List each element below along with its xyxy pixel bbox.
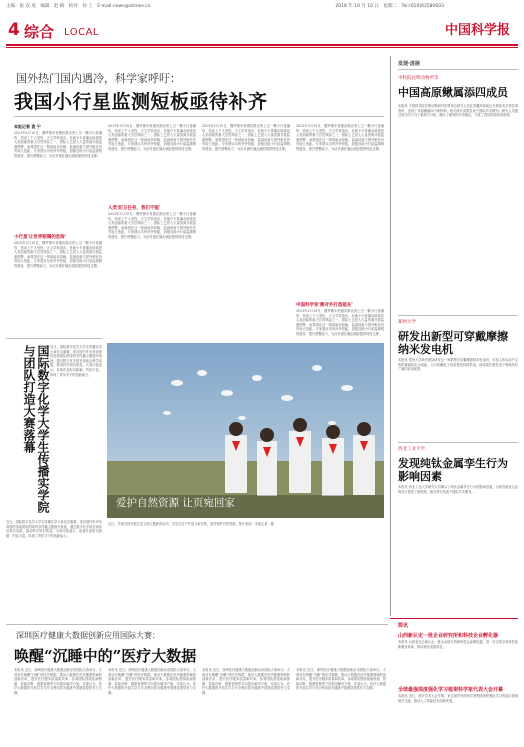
divider [6,624,388,625]
section-name-en: LOCAL [64,27,99,38]
sidebar-item2-title: 研发出新型可穿戴摩擦纳米发电机 [398,330,508,356]
sidebar-item3-tag: 西北工业大学 [398,447,425,452]
sidebar-item3-text: 本报讯 西北工业大学研究人员揭示了纯钛金属孪生行为的影响因素，为高性能钛合金的设计提供了新思路。相关研究发表于国际学术期刊。 [398,485,518,494]
sidebar-item3-title: 发现纯钛金属孪生行为影响因素 [398,457,508,483]
sidebar-item2-tag: 郑州大学 [398,320,416,325]
brief-1-text: 本报讯 山西省近日新认定一批企业研究所和科技企业孵化器，进一步完善全省科技创新服务体系，推动科技成果转化。 [398,640,518,649]
lead-col-2b: 2013年2月15日，俄罗斯车里雅宾斯克州上空一颗小行星爆炸，造成上千人受伤。天文学家指出，近地小天体撞击地球是人类面临的重大自然风险之一，国际上已投入大量资源开展监测预警，而我国在这一领域起步较晚，监测设备与国外相比仍有较大差距。专家建议尽快补齐短板，加强近地小行星监测网络建设，提升预警能力，为应对潜在撞击威胁提供科技支撑。 [108,212,196,239]
newspaper-logo: 中国科学报 [444,23,510,38]
brief-2-text: 本报讯 近日，相关学术大会开幕，来自国内外的科学家围绕深度强化学习等前沿领域展开交流，推动人工智能技术创新发展。 [398,694,518,703]
bottom-col-1: 本报讯 近日，深圳医疗健康大数据创新应用国际大赛举行。大赛旨在唤醒“沉睡”的医疗数据，推动大数据在医疗健康领域的创新应用，提升医疗服务质量和效率。参赛团队围绕疾病预测、智能诊断、健康管理等方向提出解决方案，评委认为，医疗大数据的开放共享与安全利用将为健康中国建设提供有力支撑。 [14,668,102,695]
brief-1-title: 山西新认定一批企业研究所和科技企业孵化器 [398,633,499,639]
editor-line: 主编：张 双 虎 编辑：赵 路 校对：何 工 E-mail:news@stimes.cn [6,4,151,9]
lead-col-4: 2013年2月15日，俄罗斯车里雅宾斯克州上空一颗小行星爆炸，造成上千人受伤。天文学家指出，近地小天体撞击地球是人类面临的重大自然风险之一，国际上已投入大量资源开展监测预警，而我国在这一领域起步较晚，监测设备与国外相比仍有较大差距。专家建议尽快补齐短板，加强近地小行星监测网络建设，提升预警能力，为应对潜在撞击威胁提供科技支撑。 [296,124,384,151]
bottom-col-2: 本报讯 近日，深圳医疗健康大数据创新应用国际大赛举行。大赛旨在唤醒“沉睡”的医疗数据，推动大数据在医疗健康领域的创新应用，提升医疗服务质量和效率。参赛团队围绕疾病预测、智能诊断、健康管理等方向提出解决方案，评委认为，医疗大数据的开放共享与安全利用将为健康中国建设提供有力支撑。 [108,668,196,695]
news-photo [107,343,384,518]
sidebar-item1-text: 本报讯 中国科学院昆明动物研究所等单位研究人员在青藏高原地区开展鱼类多样性调查时，发现了高原鳅属四个新物种。相关研究成果发表于国际学术期刊。研究人员通过形态学与分子系统学分析，确认了新种的分类地位，丰富了我国高原鱼类资源。 [398,104,518,118]
page-number: 4 [8,21,22,39]
sidebar-divider [390,56,391,616]
vertical-story-text-2: 近日，国际数字化学大学生传播实学大赛在京落幕。来自国内外多所高校的参赛团队围绕科学传播主题展开角逐，通过数字化手段呈现前沿科学成果，推动科学知识普及。大赛评委表示，参赛作品形式新颖、内容丰富，体现了青年学子的创新能力。 [6,520,102,538]
photo-illustration [107,343,384,518]
lead-headline: 我国小行星监测短板亟待补齐 [14,91,268,113]
lead-sub-3: 中国科学家'需对外打造能在' [296,303,353,308]
vertical-story-text: 近日，国际数字化学大学生传播实学大赛在京落幕。来自国内外多所高校的参赛团队围绕科学传播主题展开角逐，通过数字化手段呈现前沿科学成果，推动科学知识普及。大赛评委表示，参赛作品形式新颖、内容丰富，体现了青年学子的创新能力。 [50,345,102,377]
photo-caption: 爱护自然资源 让页宛回家 [116,497,235,509]
date-line: 2018 年 10 月 16 日 星期二 Tel:(010)62580603 [335,4,444,9]
lead-col-4b: 2013年2月15日，俄罗斯车里雅宾斯克州上空一颗小行星爆炸，造成上千人受伤。天文学家指出，近地小天体撞击地球是人类面临的重大自然风险之一，国际上已投入大量资源开展监测预警，而我国在这一领域起步较晚，监测设备与国外相比仍有较大差距。专家建议尽快补齐短板，加强近地小行星监测网络建设，提升预警能力，为应对潜在撞击威胁提供科技支撑。 [296,309,384,336]
lead-col-1: 2013年2月15日，俄罗斯车里雅宾斯克州上空一颗小行星爆炸，造成上千人受伤。天文学家指出，近地小天体撞击地球是人类面临的重大自然风险之一，国际上已投入大量资源开展监测预警，而我国在这一领域起步较晚，监测设备与国外相比仍有较大差距。专家建议尽快补齐短板，加强近地小行星监测网络建设，提升预警能力，为应对潜在撞击威胁提供科技支撑。 [14,131,102,158]
page-top-line [0,0,524,14]
lead-kicker: 国外热门国内遇冷，科学家呼吁： [16,72,181,85]
lead-sub-2: 人类'防卫任务，我们不能' [108,206,161,211]
sidebar-item1-title: 中国高原鳅属添四成员 [398,86,508,99]
bottom-headline: 唤醒“沉睡中的”医疗大数据 [14,647,197,665]
brief-news-header: 简讯 [398,623,409,629]
news-divider [390,618,518,619]
lead-sub-1: 小行星'让世界眼睛的危险' [14,235,67,240]
section-name: 综合 [24,23,55,41]
brief-2-title: 全球最强深度强化学习框架科学家代表大会开幕 [398,687,504,693]
header-rule [6,44,518,46]
divider [398,69,518,70]
bottom-col-3: 本报讯 近日，深圳医疗健康大数据创新应用国际大赛举行。大赛旨在唤醒“沉睡”的医疗数据，推动大数据在医疗健康领域的创新应用，提升医疗服务质量和效率。参赛团队围绕疾病预测、智能诊断、健康管理等方向提出解决方案，评委认为，医疗大数据的开放共享与安全利用将为健康中国建设提供有力支撑。 [202,668,290,695]
lead-col-1b: 2013年2月15日，俄罗斯车里雅宾斯克州上空一颗小行星爆炸，造成上千人受伤。天文学家指出，近地小天体撞击地球是人类面临的重大自然风险之一，国际上已投入大量资源开展监测预警，而我国在这一领域起步较晚，监测设备与国外相比仍有较大差距。专家建议尽快补齐短板，加强近地小行星监测网络建设，提升预警能力，为应对潜在撞击威胁提供科技支撑。 [14,241,102,268]
header-rule-thin [6,47,518,48]
lead-col-3: 2013年2月15日，俄罗斯车里雅宾斯克州上空一颗小行星爆炸，造成上千人受伤。天文学家指出，近地小天体撞击地球是人类面临的重大自然风险之一，国际上已投入大量资源开展监测预警，而我国在这一领域起步较晚，监测设备与国外相比仍有较大差距。专家建议尽快补齐短板，加强近地小行星监测网络建设，提升预警能力，为应对潜在撞击威胁提供科技支撑。 [202,124,290,151]
sidebar-header: 发现·进展 [398,61,420,67]
divider [6,338,102,339]
bottom-kicker: 深圳医疗健康大数据创新应用国际大赛： [16,631,160,640]
sidebar-item1-tag: 中科院昆明动物所等 [398,76,439,81]
bottom-col-4: 本报讯 近日，深圳医疗健康大数据创新应用国际大赛举行。大赛旨在唤醒“沉睡”的医疗数据，推动大数据在医疗健康领域的创新应用，提升医疗服务质量和效率。参赛团队围绕疾病预测、智能诊断、健康管理等方向提出解决方案，评委认为，医疗大数据的开放共享与安全利用将为健康中国建设提供有力支撑。 [296,668,386,691]
lead-byline: 本报记者 袁 宁 [14,124,41,129]
divider [398,442,518,443]
sidebar-item2-text: 本报讯 郑州大学研究团队研发出一种新型可穿戴摩擦纳米发电机，可将人体运动产生的机械能转化为电能，为可穿戴电子设备提供持续供电。该成果在柔性电子领域具有广阔的应用前景。 [398,358,518,372]
divider [14,116,384,117]
lead-col-2: 2013年2月15日，俄罗斯车里雅宾斯克州上空一颗小行星爆炸，造成上千人受伤。天文学家指出，近地小天体撞击地球是人类面临的重大自然风险之一，国际上已投入大量资源开展监测预警，而我国在这一领域起步较晚，监测设备与国外相比仍有较大差距。专家建议尽快补齐短板，加强近地小行星监测网络建设，提升预警能力，为应对潜在撞击威胁提供科技支撑。 [108,124,196,151]
vertical-story-title: 国际数字化学大学生传播实学院与团队打造大赛落幕 [22,345,50,513]
photo-credit: 近日，多地学校开展生态文明主题教育活动，学生们在户外放飞和平鸽，倡导保护自然资源。图片来源：本报记者 摄 [108,522,274,526]
divider [398,315,518,316]
